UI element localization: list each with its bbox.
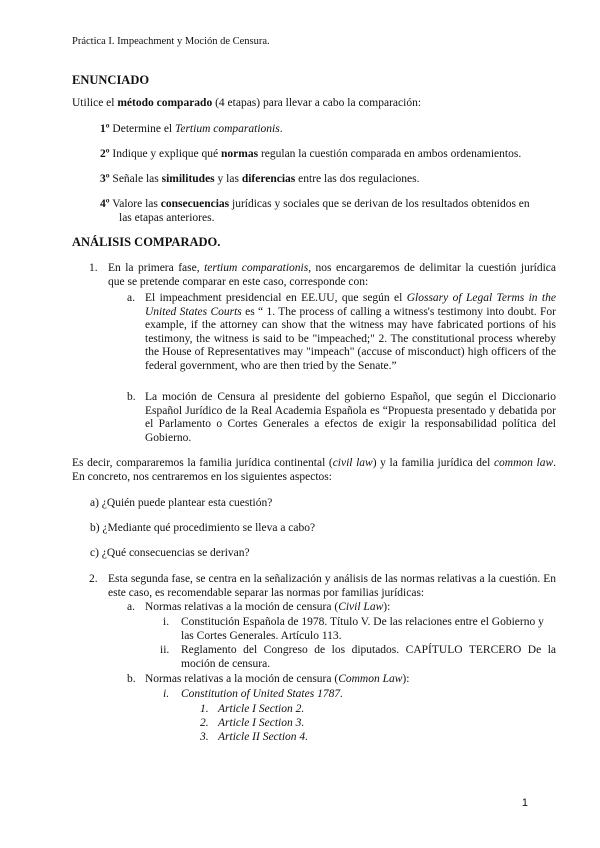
item-1b-label: b. <box>127 391 136 403</box>
item-1a-label: a. <box>127 292 135 304</box>
enunciado-heading: ENUNCIADO <box>72 73 150 87</box>
item-2a-i-label: i. <box>163 616 170 628</box>
step-1: 1º Determine el Tertium comparationis. <box>100 123 283 135</box>
article-3-text: Article II Section 4. <box>218 731 309 743</box>
step-4: 4º Valore las consecuencias jurídicas y sociales que se derivan de los resultados obtenidos en <box>100 198 530 210</box>
enunciado-intro: Utilice el método comparado (4 etapas) para llevar a cabo la comparación: <box>72 97 422 109</box>
article-2-label: 2. <box>200 717 209 729</box>
item-2b-text: Normas relativas a la moción de censura (Common Law): <box>145 673 410 685</box>
analisis-heading: ANÁLISIS COMPARADO. <box>72 235 221 249</box>
step-2: 2º Indique y explique qué normas regulan la cuestión comparada en ambos ordenamientos. <box>100 148 522 160</box>
es-decir-paragraph: Es decir, compararemos la familia jurídica continental (civil law) y la familia jurídica del common law. En concreto, nos centraremos en los siguientes aspectos: <box>72 457 556 483</box>
item-2-number: 2. <box>89 573 98 585</box>
item-1-text: En la primera fase, tertium comparationis, nos encargaremos de delimitar la cuestión jurídica que se pretende comparar en este caso, corresponde con: <box>108 262 556 288</box>
question-a: a) ¿Quién puede plantear esta cuestión? <box>90 497 273 509</box>
item-2b-i-text: Constitution of United States 1787. <box>181 688 343 700</box>
article-2-text: Article I Section 3. <box>218 717 305 729</box>
article-1-label: 1. <box>200 703 209 715</box>
page-header: Práctica I. Impeachment y Moción de Censura. <box>72 36 270 47</box>
item-1a-text: El impeachment presidencial en EE.UU, que según el Glossary of Legal Terms in the United States Courts es “ 1. The process of calling a witness's testimony into doubt. For example, if the attorney can show that the witness may have fabricated portions of his testimony, the witness is said to be "impeached;" 2. The constitutional process whereby the House of Representatives may "impeach" (accuse of misconduct) high officers of the federal government, who are then tried by the Senate.” <box>145 292 556 372</box>
article-3-label: 3. <box>200 731 209 743</box>
item-1-number: 1. <box>89 262 98 274</box>
item-2-text: Esta segunda fase, se centra en la señalización y análisis de las normas relativas a la cuestión. En este caso, es recomendable separar las normas por familias jurídicas: <box>108 573 556 599</box>
item-2a-i-text: Constitución Española de 1978. Título V. De las relaciones entre el Gobierno y las Cortes Generales. Artículo 113. <box>181 616 544 642</box>
item-2a-ii-label: ii. <box>160 644 170 656</box>
item-2a-label: a. <box>127 601 135 613</box>
article-1-text: Article I Section 2. <box>218 703 305 715</box>
step-4-cont: las etapas anteriores. <box>119 212 215 224</box>
question-c: c) ¿Qué consecuencias se derivan? <box>90 547 250 559</box>
item-2b-label: b. <box>127 673 136 685</box>
item-2b-i-label: i. <box>163 688 170 700</box>
item-2a-text: Normas relativas a la moción de censura (Civil Law): <box>145 601 391 613</box>
item-2a-ii-text: Reglamento del Congreso de los diputados. CAPÍTULO TERCERO De la moción de censura. <box>181 644 556 670</box>
item-1b-text: La moción de Censura al presidente del gobierno Español, que según el Diccionario Español Jurídico de la Real Academia Española es “Propuesta presentado y debatida por el Parlamento o Cortes Generales a efectos de exigir la responsabilidad política del Gobierno. <box>145 391 556 444</box>
step-3: 3º Señale las similitudes y las diferencias entre las dos regulaciones. <box>100 173 420 185</box>
question-b: b) ¿Mediante qué procedimiento se lleva a cabo? <box>90 522 316 534</box>
page-number: 1 <box>521 797 528 809</box>
